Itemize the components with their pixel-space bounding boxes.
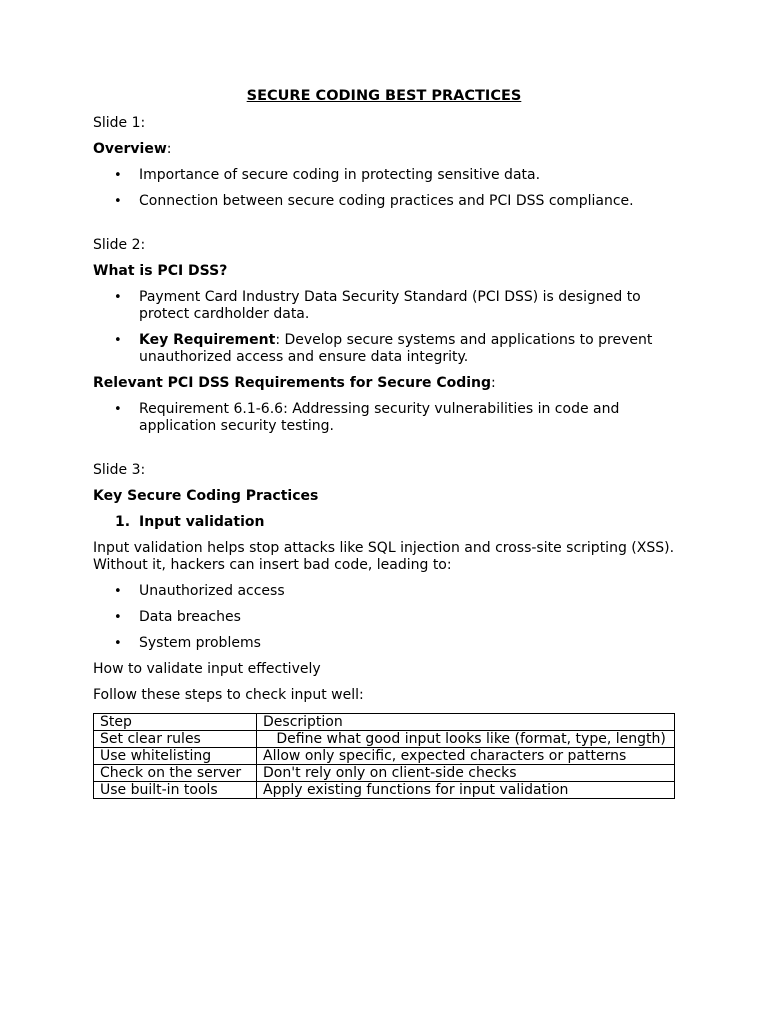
list-item-text: Unauthorized access — [139, 583, 285, 599]
list-item-text: Payment Card Industry Data Security Standard (PCI DSS) is designed to protect cardholder data. — [139, 289, 641, 322]
bullet-marker: • — [114, 584, 122, 599]
bullet-marker: • — [114, 168, 122, 183]
bullet-marker: • — [114, 610, 122, 625]
slide-3-line-follow: Follow these steps to check input well: — [93, 687, 364, 703]
bullet-marker: • — [114, 194, 122, 209]
slide-3-paragraph: Input validation helps stop attacks like SQL injection and cross-site scripting (XSS). Without it, hackers can insert bad code, leading to: — [93, 540, 675, 573]
slide-2-sub-bullet-list — [93, 401, 675, 435]
slide-3-bullet-list — [93, 583, 675, 652]
table-header-cell: Description — [257, 714, 675, 731]
slide-1-label: Slide 1: — [93, 115, 146, 131]
slide-2-subheading: Relevant PCI DSS Requirements for Secure Coding — [93, 375, 492, 391]
bullet-marker: • — [114, 402, 122, 417]
bullet-marker: • — [114, 636, 122, 651]
list-item-text: Data breaches — [139, 609, 241, 625]
slide-3-line-how-to: How to validate input effectively — [93, 661, 321, 677]
list-item-text: System problems — [139, 635, 261, 651]
table-cell: Use built-in tools — [94, 782, 257, 799]
slide-1-bullet-list — [93, 167, 675, 210]
table-cell: Apply existing functions for input validation — [257, 782, 675, 799]
number-marker: 1. — [115, 514, 131, 530]
table-header-row — [94, 714, 675, 731]
table-cell: Define what good input looks like (format, type, length) — [257, 731, 675, 748]
list-item — [93, 635, 675, 652]
slide-2-heading: What is PCI DSS? — [93, 263, 228, 279]
spacer — [93, 219, 675, 237]
table-cell: Allow only specific, expected characters or patterns — [257, 748, 675, 765]
table-row — [94, 765, 675, 782]
slide-1-heading-colon: : — [166, 141, 172, 157]
list-item — [93, 514, 675, 531]
table-cell: Don't rely only on client-side checks — [257, 765, 675, 782]
input-validation-table — [93, 713, 675, 799]
list-item — [93, 609, 675, 626]
list-item — [93, 193, 675, 210]
key-requirement-label: Key Requirement — [139, 332, 276, 348]
table-row — [94, 748, 675, 765]
table-row — [94, 782, 675, 799]
slide-3-numbered-list — [93, 514, 675, 531]
slide-1-heading-line — [93, 141, 675, 158]
list-item-text: Importance of secure coding in protecting sensitive data. — [139, 167, 541, 183]
list-item-text: Requirement 6.1-6.6: Addressing security vulnerabilities in code and application security testing. — [139, 401, 620, 434]
document-title: SECURE CODING BEST PRACTICES — [246, 88, 522, 104]
bullet-marker: • — [114, 290, 122, 305]
list-item — [93, 289, 675, 323]
bullet-marker: • — [114, 333, 122, 348]
slide-2-label: Slide 2: — [93, 237, 146, 253]
list-item — [93, 583, 675, 600]
table-row — [94, 731, 675, 748]
slide-2-subheading-line — [93, 375, 675, 392]
slide-2-bullet-list — [93, 289, 675, 366]
table-cell: Use whitelisting — [94, 748, 257, 765]
list-item-text: Connection between secure coding practices and PCI DSS compliance. — [139, 193, 634, 209]
list-item — [93, 332, 675, 366]
table-header-cell: Step — [94, 714, 257, 731]
slide-1-heading: Overview — [93, 141, 167, 157]
table-cell: Check on the server — [94, 765, 257, 782]
document-page — [93, 87, 675, 799]
list-item-text: Input validation — [139, 514, 265, 530]
list-item — [93, 167, 675, 184]
spacer — [93, 444, 675, 462]
list-item — [93, 401, 675, 435]
slide-3-label: Slide 3: — [93, 462, 146, 478]
list-item-text: : Develop secure systems and applications to prevent unauthorized access and ensure data integrity. — [139, 332, 653, 365]
slide-2-subheading-colon: : — [491, 375, 496, 391]
table-cell: Set clear rules — [94, 731, 257, 748]
slide-3-heading: Key Secure Coding Practices — [93, 488, 319, 504]
